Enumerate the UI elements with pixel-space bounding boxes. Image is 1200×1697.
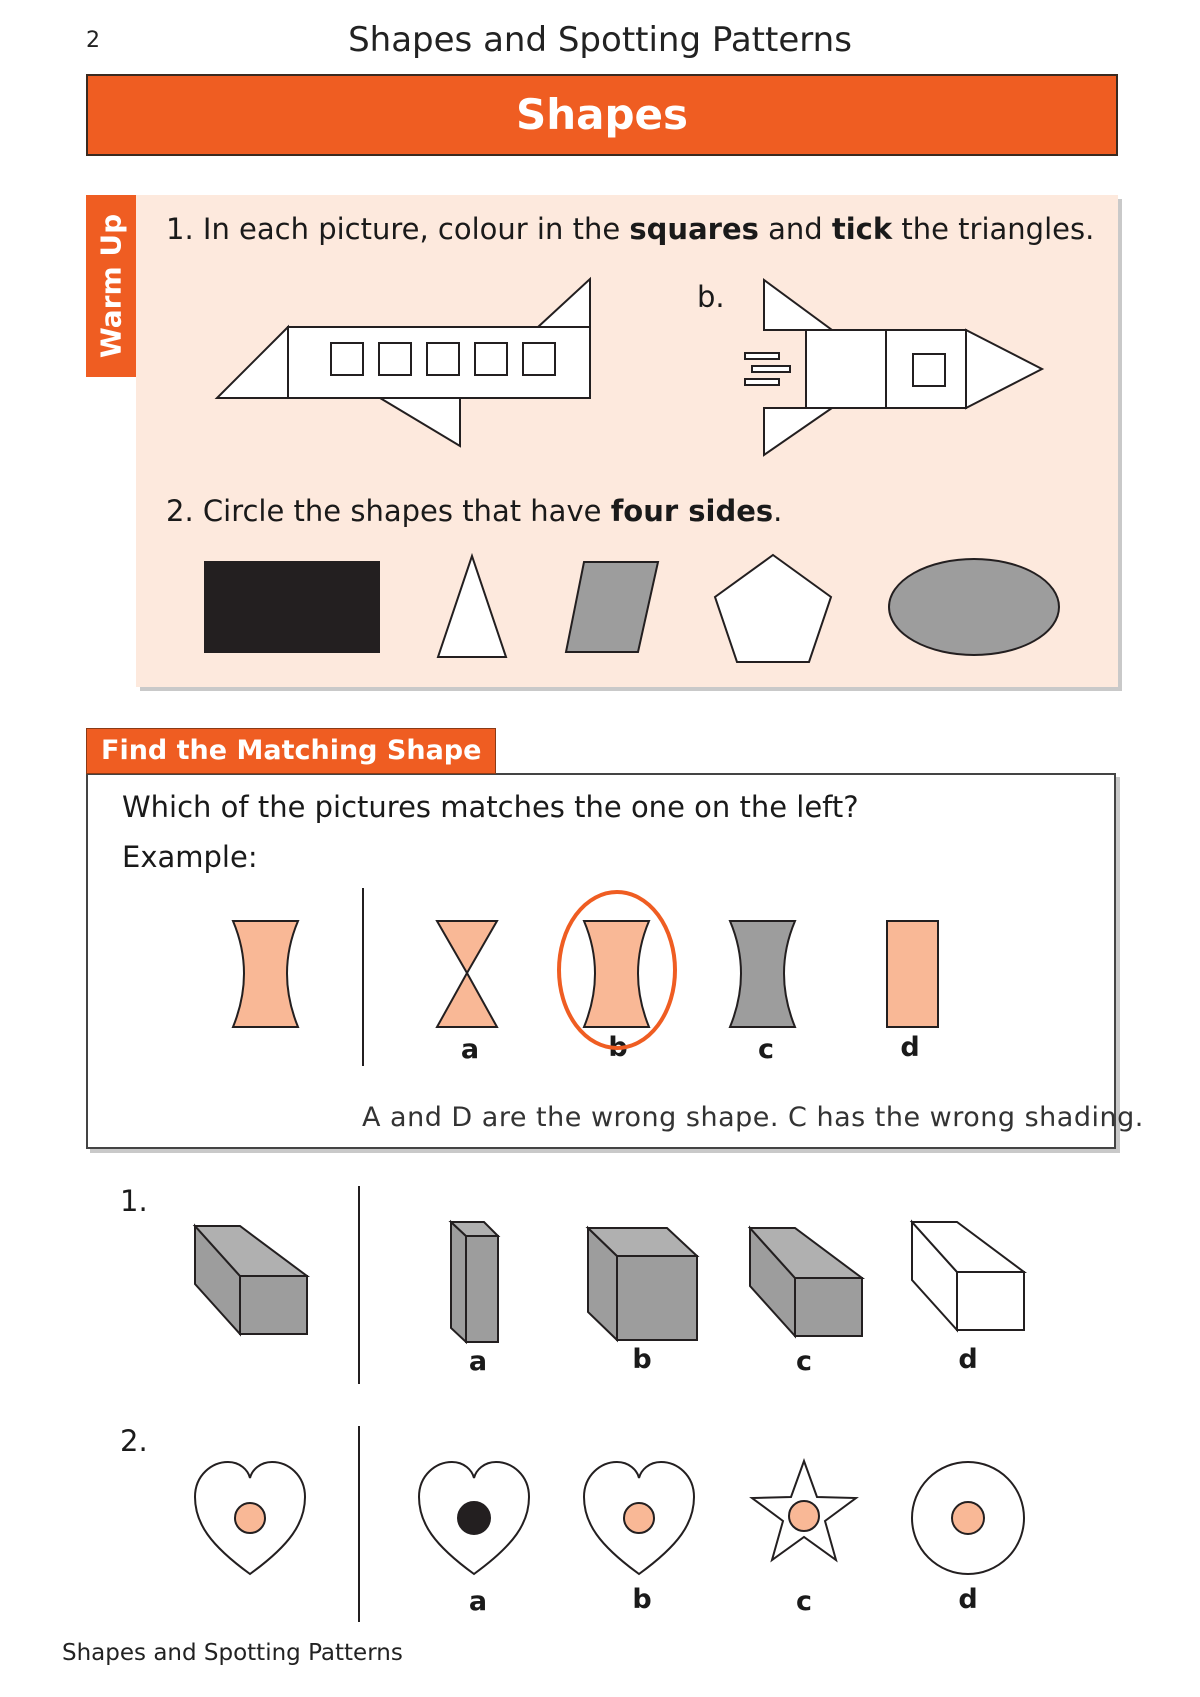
question-text: . <box>773 494 783 528</box>
q1-option-b-label: b <box>632 1344 652 1375</box>
example-explanation: A and D are the wrong shape. C has the wrong shading. <box>362 1102 1144 1133</box>
q2-option-c-dot <box>789 1501 819 1531</box>
question-number: 1. <box>166 212 194 246</box>
q2-option-d-dot <box>952 1502 984 1534</box>
q2-option-d-circle <box>912 1462 1024 1574</box>
q2-option-c-star <box>752 1461 856 1560</box>
q1-option-d-label: d <box>958 1344 978 1375</box>
example-label: Example: <box>122 840 258 874</box>
example-option-c-label: c <box>757 1034 774 1065</box>
matching-tab <box>86 728 496 774</box>
section-banner <box>86 74 1118 156</box>
question-text: and <box>758 212 832 246</box>
q1-option-a-label: a <box>468 1346 488 1377</box>
q2-option-b-heart <box>584 1462 694 1574</box>
q1-option-a-cuboid <box>451 1222 498 1342</box>
matching-example-box <box>86 773 1116 1149</box>
question-bold-text: tick <box>831 212 893 246</box>
question-text: In each picture, colour in the <box>202 212 630 246</box>
question-2-shapes <box>195 1426 1024 1622</box>
part-b-label: b. <box>697 280 725 314</box>
q2-target-heart <box>195 1462 305 1574</box>
question-text: the triangles. <box>892 212 1095 246</box>
matching-tab-label: Find the Matching Shape <box>101 735 482 766</box>
q1-option-b-cuboid <box>588 1228 697 1340</box>
warm-up-panel <box>136 195 1118 687</box>
header-title: Shapes and Spotting Patterns <box>348 20 852 60</box>
q2-option-a-dot <box>458 1502 490 1534</box>
question-text: Circle the shapes that have <box>202 494 611 528</box>
q2-option-b-dot <box>624 1503 654 1533</box>
warm-up-label: Warm Up <box>94 213 128 359</box>
warm-up-tab <box>86 195 136 377</box>
q2-option-c-label: c <box>795 1586 812 1617</box>
question-1-number: 1. <box>120 1184 148 1218</box>
example-option-d-label: d <box>900 1032 920 1063</box>
q1-option-c-label: c <box>795 1346 812 1377</box>
question-bold-text: four sides <box>610 494 774 528</box>
q2-option-a-label: a <box>468 1586 488 1617</box>
q2-option-b-label: b <box>632 1584 652 1615</box>
page-number: 2 <box>86 28 100 53</box>
footer-text: Shapes and Spotting Patterns <box>62 1640 403 1666</box>
matching-instruction: Which of the pictures matches the one on the left? <box>122 790 859 824</box>
question-2-number: 2. <box>120 1424 148 1458</box>
banner-title: Shapes <box>515 90 689 139</box>
warm-up-question-1 <box>166 212 1094 246</box>
q1-target-cuboid <box>195 1226 307 1334</box>
q2-option-d-label: d <box>958 1584 978 1615</box>
q2-option-a-heart <box>419 1462 529 1574</box>
q2-target-dot <box>235 1503 265 1533</box>
q1-option-d-cuboid <box>912 1222 1024 1330</box>
example-option-b-label: b <box>608 1032 628 1063</box>
question-bold-text: squares <box>629 212 759 246</box>
q1-option-c-cuboid <box>750 1228 862 1336</box>
example-option-a-label: a <box>460 1034 480 1065</box>
warm-up-question-2 <box>166 494 782 528</box>
question-1-shapes <box>195 1186 1024 1384</box>
question-number: 2. <box>166 494 194 528</box>
